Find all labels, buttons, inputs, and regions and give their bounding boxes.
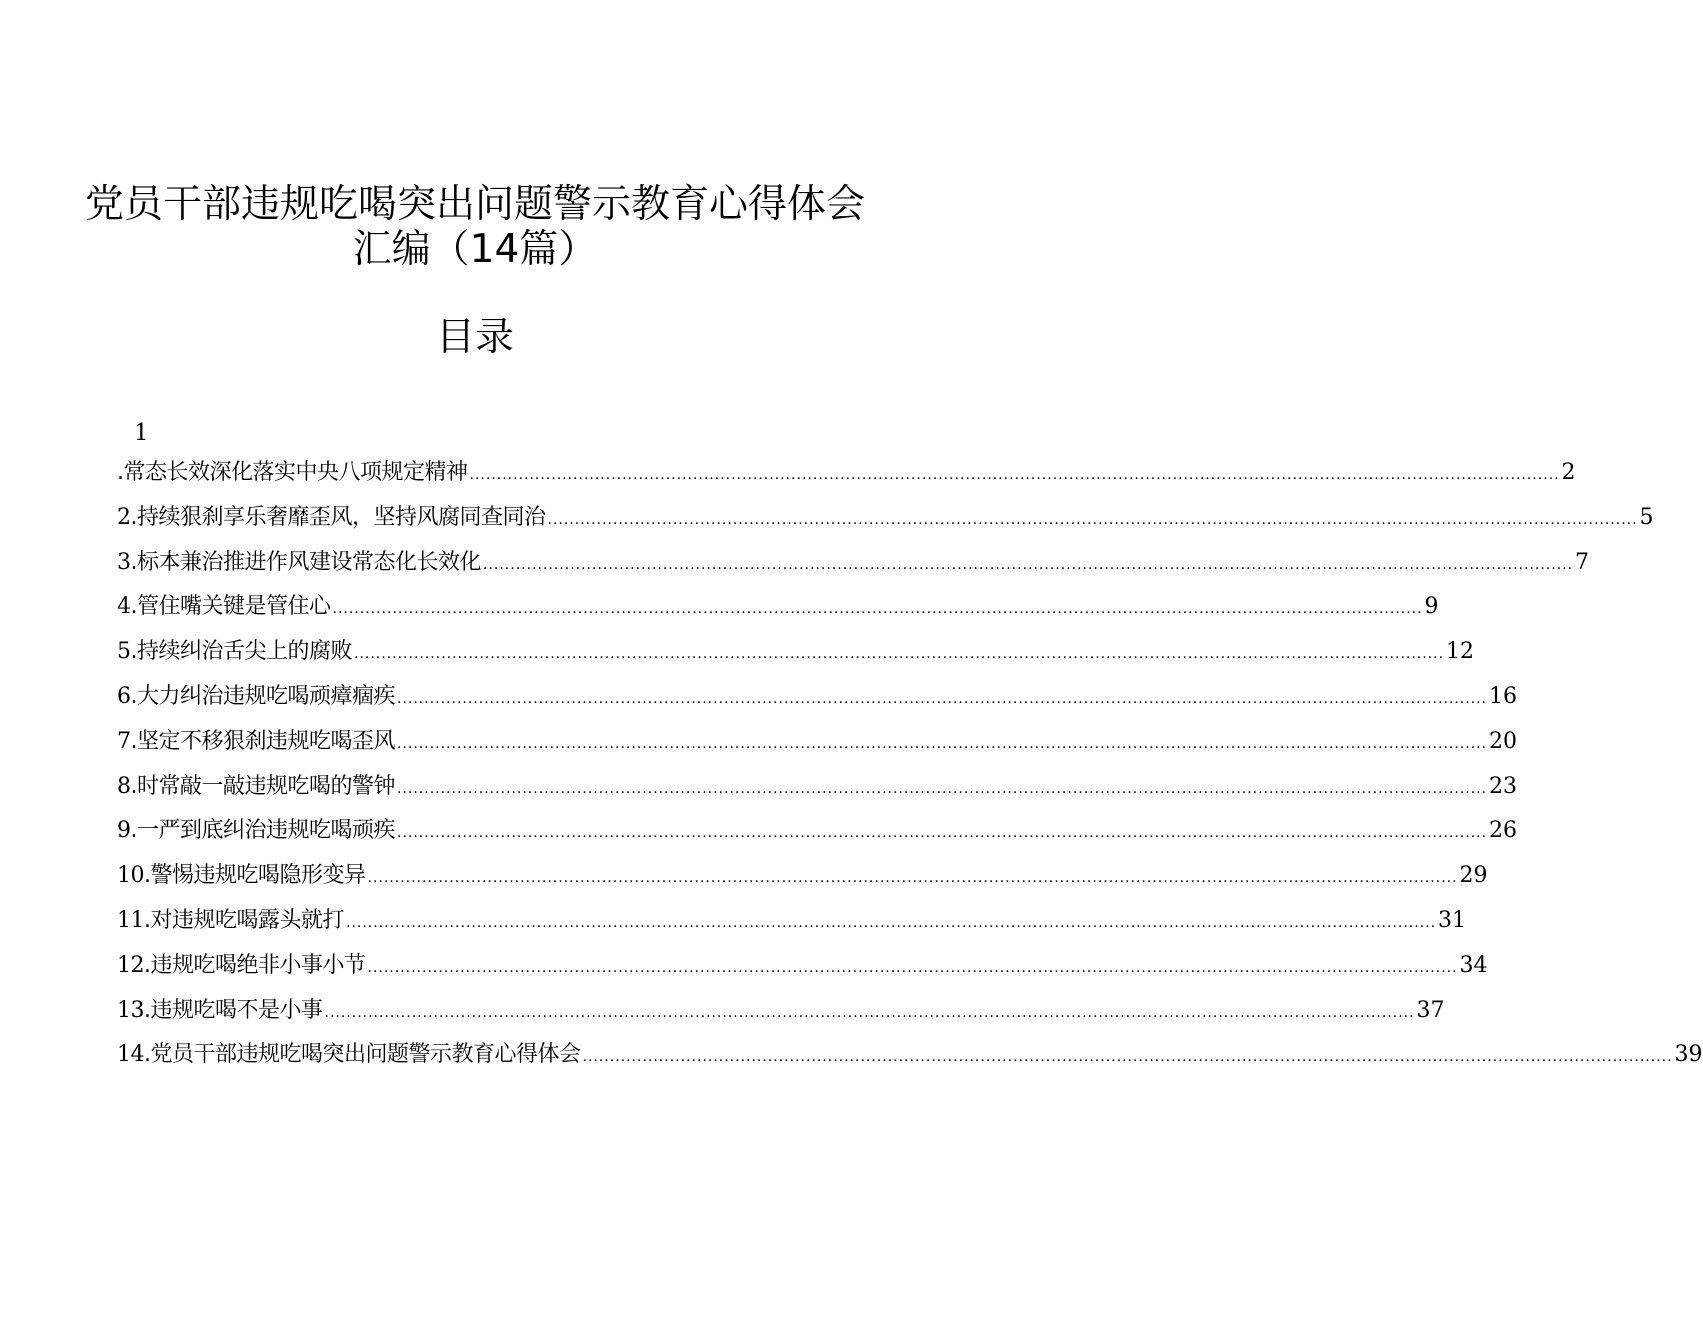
toc-entry-title	[117, 816, 395, 846]
toc-entry[interactable]	[117, 772, 1518, 817]
document-title-line1: 党员干部违规吃喝突出问题警示教育心得体会	[84, 182, 865, 227]
toc-heading: 目录	[435, 315, 514, 360]
toc-entry-page: 29	[1459, 863, 1488, 889]
table-of-contents	[117, 458, 1703, 1085]
toc-entry-label: .一严到底纠治违规吃喝顽疾	[130, 818, 395, 844]
toc-entry-title	[117, 906, 344, 936]
toc-dot-leader: ........................................................................................................................................................................................................	[397, 825, 1488, 842]
toc-entry-title	[117, 772, 395, 802]
toc-entry-page: 37	[1416, 997, 1445, 1023]
toc-entry-number: 13	[117, 997, 144, 1023]
toc-entry-label: .标本兼治推进作风建设常态化长效化	[130, 549, 481, 575]
toc-dot-leader: ........................................................................................................................................................................................................	[483, 556, 1574, 573]
toc-entry-label: .坚定不移狠刹违规吃喝歪风	[130, 728, 395, 754]
toc-dot-leader: ........................................................................................................................................................................................................	[582, 1049, 1673, 1066]
toc-entry-page: 31	[1438, 907, 1467, 933]
toc-entry[interactable]	[117, 951, 1488, 996]
toc-dot-leader: ........................................................................................................................................................................................................	[354, 646, 1445, 663]
toc-entry-label: .常态长效深化落实中央八项规定精神	[117, 460, 468, 485]
toc-entry-number: 10	[117, 863, 144, 889]
toc-entry-number: 3	[117, 549, 131, 575]
toc-entry-page: 12	[1446, 639, 1475, 665]
toc-entry-label: .持续狠刹享乐奢靡歪风，坚持风腐同查同治	[130, 504, 546, 530]
toc-entry-number: 5	[117, 639, 131, 665]
toc-entry[interactable]	[117, 1040, 1703, 1085]
document-title-line2: 汇编（14篇）	[352, 227, 598, 272]
toc-entry-number: 2	[117, 504, 131, 530]
toc-entry-label: .警惕违规吃喝隐形变异	[144, 863, 366, 889]
toc-entry[interactable]	[117, 637, 1475, 682]
toc-first-entry-number: 1	[134, 420, 149, 446]
toc-entry[interactable]	[117, 548, 1590, 593]
toc-entry-title	[117, 727, 395, 757]
toc-entry-title	[117, 861, 366, 891]
toc-entry-title	[117, 637, 352, 667]
toc-dot-leader: ........................................................................................................................................................................................................	[397, 735, 1488, 752]
toc-entry-page: 23	[1489, 773, 1518, 799]
toc-entry-label: .对违规吃喝露头就打	[144, 907, 344, 933]
toc-entry-label: .时常敲一敲违规吃喝的警钟	[130, 773, 395, 799]
toc-entry-label: .持续纠治舌尖上的腐败	[130, 639, 352, 665]
toc-entry-number: 4	[117, 594, 131, 620]
toc-entry-number: 6	[117, 683, 131, 709]
toc-entry-page: 2	[1561, 460, 1576, 485]
toc-entry-page: 5	[1639, 504, 1654, 530]
toc-entry[interactable]	[117, 727, 1518, 772]
toc-dot-leader: ........................................................................................................................................................................................................	[367, 959, 1458, 976]
toc-entry[interactable]	[117, 592, 1439, 637]
toc-dot-leader: ........................................................................................................................................................................................................	[397, 780, 1488, 797]
toc-entry-title	[117, 503, 546, 533]
toc-entry-title	[117, 548, 481, 578]
toc-entry-label: .党员干部违规吃喝突出问题警示教育心得体会	[144, 1042, 581, 1068]
toc-entry-title	[117, 458, 468, 488]
toc-entry-page: 16	[1489, 683, 1518, 709]
toc-entry[interactable]	[117, 906, 1467, 951]
toc-entry-title	[117, 682, 395, 712]
toc-entry-page: 34	[1459, 952, 1488, 978]
toc-entry-number: 12	[117, 952, 144, 978]
toc-entry-number: 9	[117, 818, 131, 844]
toc-entry-number: 14	[117, 1042, 144, 1068]
toc-dot-leader: ........................................................................................................................................................................................................	[346, 914, 1437, 931]
toc-entry-label: .违规吃喝不是小事	[144, 997, 323, 1023]
toc-entry-page: 7	[1575, 549, 1590, 575]
toc-entry[interactable]	[117, 458, 1576, 503]
toc-entry-title	[117, 951, 366, 981]
toc-entry-number: 7	[117, 728, 131, 754]
toc-entry[interactable]	[117, 503, 1654, 548]
toc-entry-page: 20	[1489, 728, 1518, 754]
toc-dot-leader: ........................................................................................................................................................................................................	[547, 511, 1638, 528]
toc-entry-number: 8	[117, 773, 131, 799]
toc-entry-title	[117, 1040, 581, 1070]
toc-dot-leader: ........................................................................................................................................................................................................	[367, 870, 1458, 887]
toc-entry-title	[117, 996, 323, 1026]
toc-dot-leader: ........................................................................................................................................................................................................	[397, 690, 1488, 707]
toc-entry-number: 11	[117, 907, 144, 933]
toc-entry[interactable]	[117, 996, 1445, 1041]
toc-entry-title	[117, 592, 331, 622]
toc-entry-page: 9	[1424, 594, 1439, 620]
toc-dot-leader: ........................................................................................................................................................................................................	[469, 467, 1560, 483]
toc-entry-label: .管住嘴关键是管住心	[130, 594, 331, 620]
toc-entry-page: 26	[1489, 818, 1518, 844]
toc-entry[interactable]	[117, 682, 1518, 727]
toc-dot-leader: ........................................................................................................................................................................................................	[324, 1004, 1415, 1021]
toc-entry[interactable]	[117, 861, 1488, 906]
toc-entry-label: .大力纠治违规吃喝顽瘴痼疾	[130, 683, 395, 709]
toc-dot-leader: ........................................................................................................................................................................................................	[332, 601, 1423, 618]
toc-entry[interactable]	[117, 816, 1518, 861]
toc-entry-label: .违规吃喝绝非小事小节	[144, 952, 366, 978]
toc-entry-page: 39	[1674, 1042, 1703, 1068]
